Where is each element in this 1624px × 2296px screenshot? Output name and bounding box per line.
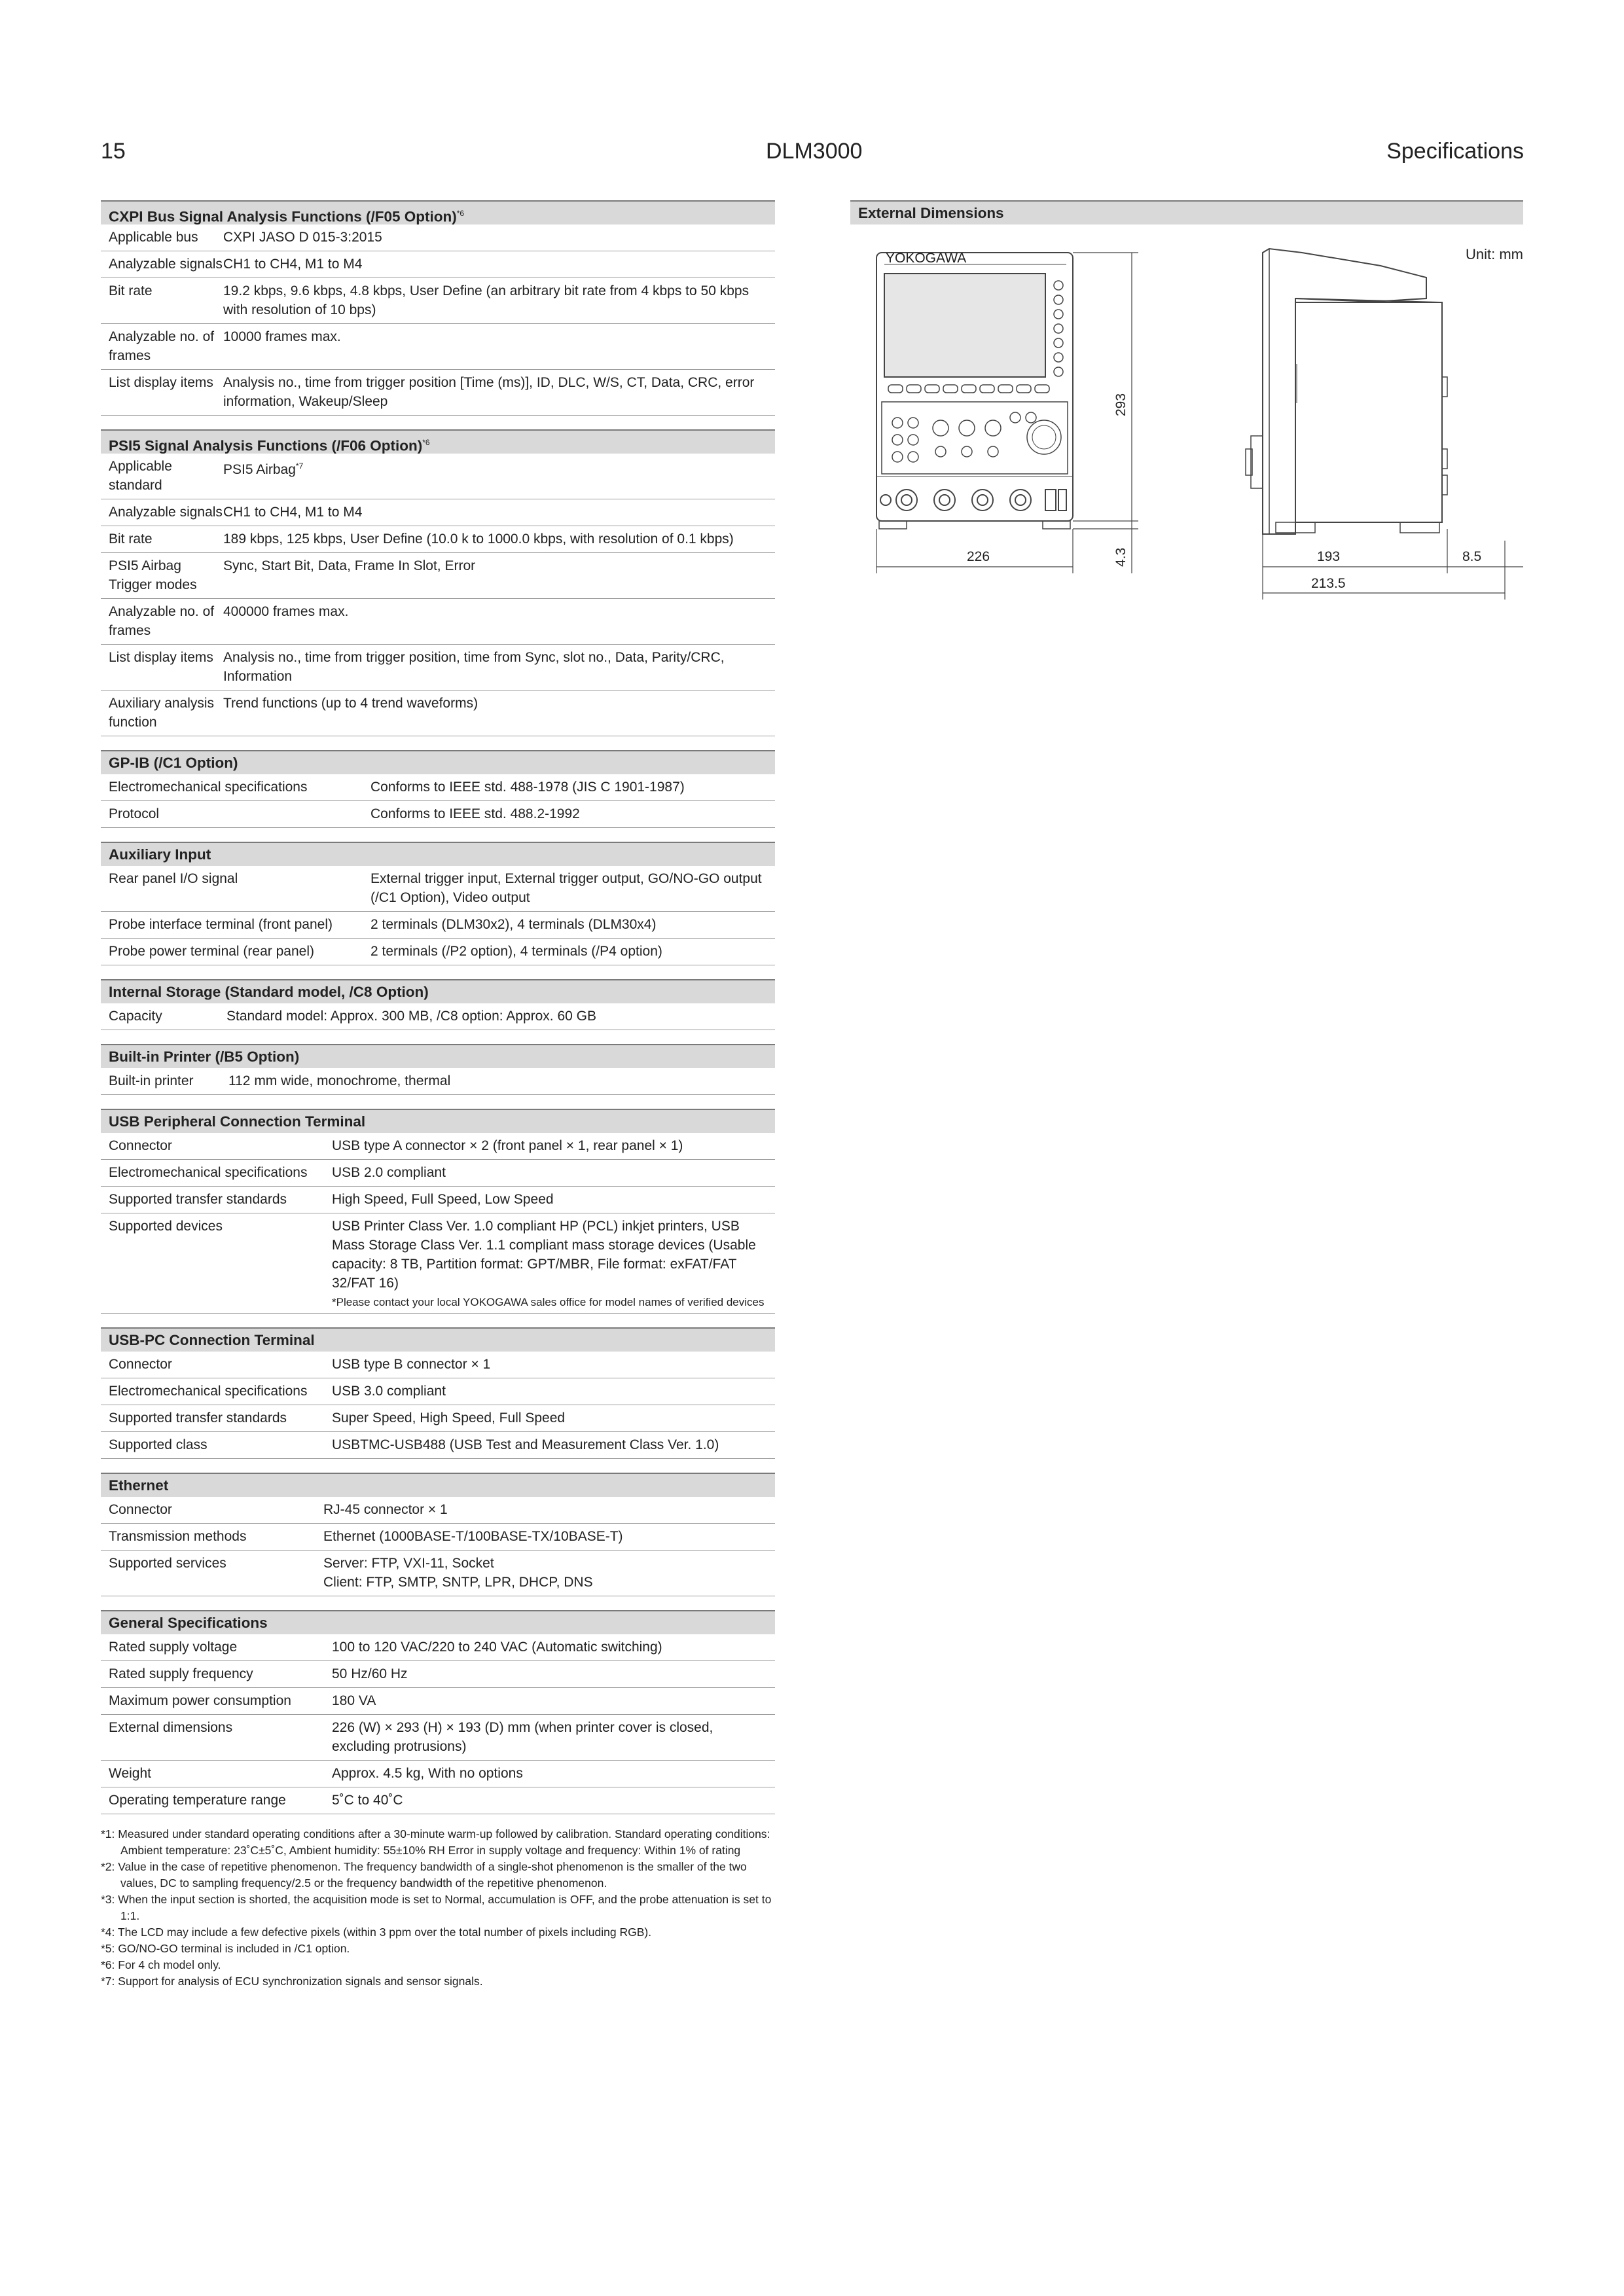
table-row: List display items Analysis no., time from trigger position [Time (ms)], ID, DLC, W/S, CT, Data, CRC, error information, Wakeup/Sleep	[101, 370, 775, 416]
table-row: Supported class USBTMC-USB488 (USB Test and Measurement Class Ver. 1.0)	[101, 1432, 775, 1459]
rear-label: 8.5	[1462, 549, 1482, 564]
spec-section-cxpi	[101, 200, 775, 416]
table-row: Analyzable no. of frames 10000 frames max.	[101, 324, 775, 370]
table-row: PSI5 Airbag Trigger modes Sync, Start Bit, Data, Frame In Slot, Error	[101, 553, 775, 599]
table-row: Connector RJ-45 connector × 1	[101, 1497, 775, 1524]
table-row: External dimensions 226 (W) × 293 (H) × 193 (D) mm (when printer cover is closed, excluding protrusions)	[101, 1715, 775, 1761]
dimensions-panel	[850, 200, 1523, 591]
row-note: *Please contact your local YOKOGAWA sales office for model names of verified devices	[332, 1296, 765, 1308]
section-name: Specifications	[1386, 139, 1524, 164]
table-row: Supported transfer standards High Speed, Full Speed, Low Speed	[101, 1187, 775, 1213]
page-header	[0, 139, 1624, 178]
width-label: 226	[967, 549, 990, 564]
spec-section-printer	[101, 1044, 775, 1095]
page-number: 15	[101, 139, 126, 164]
table-row: Analyzable signals CH1 to CH4, M1 to M4	[101, 499, 775, 526]
table-row: Analyzable signals CH1 to CH4, M1 to M4	[101, 251, 775, 278]
footnote: *7: Support for analysis of ECU synchronization signals and sensor signals.	[101, 1975, 483, 1988]
front-view	[876, 253, 1073, 529]
table-row: Connector USB type B connector × 1	[101, 1352, 775, 1378]
foot-label: 4.3	[1113, 547, 1128, 567]
table-row: Protocol Conforms to IEEE std. 488.2-1992	[101, 801, 775, 828]
dimension-drawing	[850, 233, 1523, 652]
side-view	[1246, 249, 1447, 534]
table-row: List display items Analysis no., time from trigger position, time from Sync, slot no., Data, Parity/CRC, Information	[101, 645, 775, 691]
table-row: Analyzable no. of frames 400000 frames max.	[101, 599, 775, 645]
table-row: Weight Approx. 4.5 kg, With no options	[101, 1761, 775, 1787]
spec-section-aux-input	[101, 842, 775, 965]
section-title: USB Peripheral Connection Terminal	[101, 1109, 775, 1133]
section-title: Auxiliary Input	[101, 842, 775, 866]
spec-section-gpib	[101, 750, 775, 828]
table-row: Probe interface terminal (front panel) 2 terminals (DLM30x2), 4 terminals (DLM30x4)	[101, 912, 775, 939]
footnote: *4: The LCD may include a few defective pixels (within 3 ppm over the total number of pixels including RGB).	[101, 1926, 652, 1939]
footnote: *3: When the input section is shorted, the acquisition mode is set to Normal, accumulation is OFF, and the probe attenuation is set to 1:1.	[101, 1893, 772, 1922]
table-row: Operating temperature range 5˚C to 40˚C	[101, 1787, 775, 1814]
table-row: Applicable bus CXPI JASO D 015-3:2015	[101, 224, 775, 251]
table-row: Rated supply voltage 100 to 120 VAC/220 to 240 VAC (Automatic switching)	[101, 1634, 775, 1661]
section-title: General Specifications	[101, 1610, 775, 1634]
footnote: *1: Measured under standard operating conditions after a 30-minute warm-up followed by calibration. Standard operating conditions: Ambient temperature: 23˚C±5˚C, Ambient humidity: 55±10% RH Error in supply voltage and frequency: Within 1% of rating	[101, 1827, 770, 1857]
spec-section-storage	[101, 979, 775, 1030]
footnote: *5: GO/NO-GO terminal is included in /C1 option.	[101, 1942, 350, 1955]
height-label: 293	[1113, 393, 1128, 416]
section-title: Ethernet	[101, 1473, 775, 1497]
table-row: Maximum power consumption 180 VA	[101, 1688, 775, 1715]
model-name: DLM3000	[766, 139, 863, 164]
depth-label: 193	[1317, 549, 1341, 564]
section-title: Internal Storage (Standard model, /C8 Option)	[101, 979, 775, 1003]
section-title: External Dimensions	[850, 200, 1523, 224]
table-row: Supported services Server: FTP, VXI-11, Socket Client: FTP, SMTP, SNTP, LPR, DHCP, DNS	[101, 1551, 775, 1596]
footnote: *2: Value in the case of repetitive phenomenon. The frequency bandwidth of a single-shot phenomenon is the smaller of the two values, DC to sampling frequency/2.5 or the frequency bandwidth of the repetitive phenomenon.	[101, 1860, 747, 1890]
spec-section-ethernet	[101, 1473, 775, 1596]
unit-label: Unit: mm	[1466, 246, 1523, 262]
table-row: Bit rate 19.2 kbps, 9.6 kbps, 4.8 kbps, User Define (an arbitrary bit rate from 4 kbps to 50 kbps with resolution of 10 bps)	[101, 278, 775, 324]
table-row: Auxiliary analysis function Trend functions (up to 4 trend waveforms)	[101, 691, 775, 736]
table-row: Electromechanical specifications USB 2.0 compliant	[101, 1160, 775, 1187]
footnote: *6: For 4 ch model only.	[101, 1958, 221, 1971]
section-title: USB-PC Connection Terminal	[101, 1327, 775, 1352]
table-row: Probe power terminal (rear panel) 2 terminals (/P2 option), 4 terminals (/P4 option)	[101, 939, 775, 965]
table-row: Bit rate 189 kbps, 125 kbps, User Define (10.0 k to 1000.0 kbps, with resolution of 0.1 kbps)	[101, 526, 775, 553]
section-title: CXPI Bus Signal Analysis Functions (/F05 Option)$^{*6}$	[101, 200, 775, 224]
brand-label: YOKOGAWA	[886, 251, 967, 266]
table-row: Electromechanical specifications Conforms to IEEE std. 488-1978 (JIS C 1901-1987)	[101, 774, 775, 801]
table-row: Connector USB type A connector × 2 (front panel × 1, rear panel × 1)	[101, 1133, 775, 1160]
table-row: Rear panel I/O signal External trigger input, External trigger output, GO/NO-GO output (/C1 Option), Video output	[101, 866, 775, 912]
section-title: Built-in Printer (/B5 Option)	[101, 1044, 775, 1068]
side-dimension-lines	[1263, 529, 1523, 600]
table-row: Applicable standard PSI5 Airbag$^{*7}$	[101, 454, 775, 499]
table-row: Rated supply frequency 50 Hz/60 Hz	[101, 1661, 775, 1688]
table-row: Capacity Standard model: Approx. 300 MB, /C8 option: Approx. 60 GB	[101, 1003, 775, 1030]
table-row: Supported devices USB Printer Class Ver. 1.0 compliant HP (PCL) inkjet printers, USB Mass Storage Class Ver. 1.1 compliant mass storage devices (Usable capacity: 8 TB, Partition format: GPT/MBR, File format: exFAT/FAT 32/FAT 16) *Please contact your local YOKOGAWA sales office for model names of verified devices	[101, 1213, 775, 1314]
total-depth-label: 213.5	[1311, 576, 1346, 591]
table-row: Electromechanical specifications USB 3.0 compliant	[101, 1378, 775, 1405]
spec-section-usb-pc	[101, 1327, 775, 1459]
spec-section-psi5	[101, 429, 775, 736]
table-row: Built-in printer 112 mm wide, monochrome, thermal	[101, 1068, 775, 1095]
section-title: PSI5 Signal Analysis Functions (/F06 Option)$^{*6}$	[101, 429, 775, 454]
spec-section-usb-peripheral	[101, 1109, 775, 1314]
spec-column	[101, 200, 775, 1828]
spec-section-general	[101, 1610, 775, 1814]
section-title: GP-IB (/C1 Option)	[101, 750, 775, 774]
table-row: Transmission methods Ethernet (1000BASE-T/100BASE-TX/10BASE-T)	[101, 1524, 775, 1551]
footnotes	[101, 1826, 775, 1990]
table-row: Supported transfer standards Super Speed, High Speed, Full Speed	[101, 1405, 775, 1432]
